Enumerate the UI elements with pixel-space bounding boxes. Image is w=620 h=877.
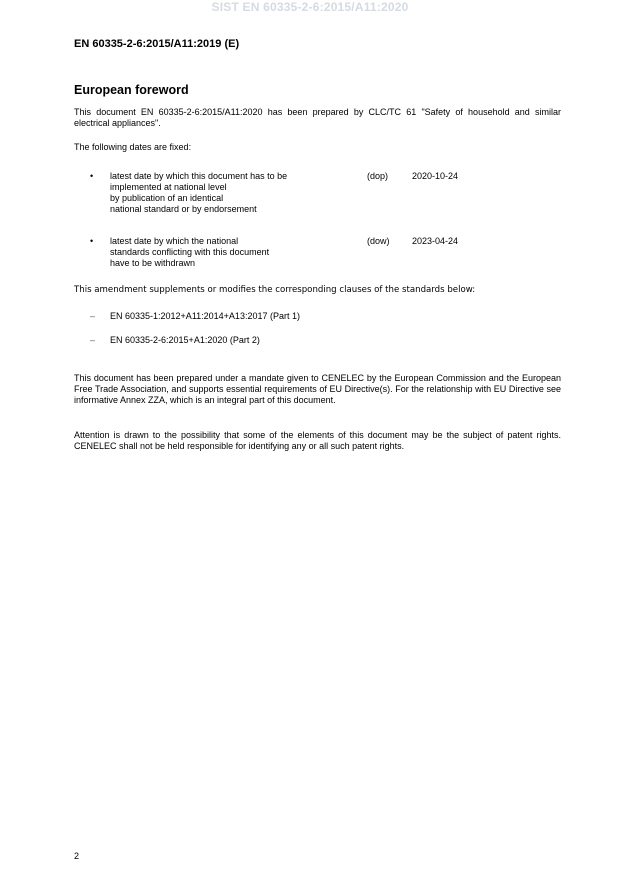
- dates-intro: The following dates are fixed:: [74, 142, 192, 152]
- date-description-line: by publication of an identical: [110, 193, 224, 203]
- date-description-line: have to be withdrawn: [110, 258, 196, 268]
- part-reference: EN 60335-1:2012+A11:2014+A13:2017 (Part 1): [110, 311, 300, 321]
- part-reference: EN 60335-2-6:2015+A1:2020 (Part 2): [110, 335, 260, 345]
- date-value: 2023-04-24: [412, 236, 459, 246]
- date-value: 2020-10-24: [412, 171, 459, 181]
- date-description-line: latest date by which the national: [110, 236, 239, 246]
- section-title: European foreword: [74, 83, 189, 97]
- date-description: [110, 236, 330, 269]
- bullet-icon: •: [90, 236, 94, 246]
- bullet-icon: •: [90, 171, 94, 181]
- mandate-paragraph: This document has been prepared under a mandate given to CENELEC by the European Commission and the European Free Trade Association, and supports essential requirements of EU Directive(s). For the relationship with EU Directive see informative Annex ZZA, which is an integral part of this document.: [74, 373, 561, 405]
- amendment-intro: This amendment supplements or modifies the corresponding clauses of the standards below:: [74, 285, 476, 295]
- date-abbreviation: (dop): [367, 171, 389, 181]
- watermark: SIST EN 60335-2-6:2015/A11:2020: [211, 0, 409, 14]
- date-abbreviation: (dow): [367, 236, 390, 246]
- attention-paragraph: Attention is drawn to the possibility that some of the elements of this document may be the subject of patent rights. CENELEC shall not be held responsible for identifying any or all such patent rights.: [74, 430, 561, 451]
- page-number: 2: [74, 851, 80, 861]
- dash-icon: –: [90, 335, 96, 345]
- date-item-dow: [90, 236, 490, 276]
- intro-paragraph: This document EN 60335-2-6:2015/A11:2020 has been prepared by CLC/TC 61 "Safety of household and similar electrical appliances".: [74, 107, 561, 128]
- dash-icon: –: [90, 311, 96, 321]
- date-item-dop: [90, 171, 490, 221]
- date-description-line: standards conflicting with this document: [110, 247, 270, 257]
- date-description-line: implemented at national level: [110, 182, 227, 192]
- date-description: [110, 171, 330, 215]
- date-description-line: national standard or by endorsement: [110, 204, 257, 214]
- date-description-line: latest date by which this document has to be: [110, 171, 288, 181]
- document-header: EN 60335-2-6:2015/A11:2019 (E): [74, 38, 240, 50]
